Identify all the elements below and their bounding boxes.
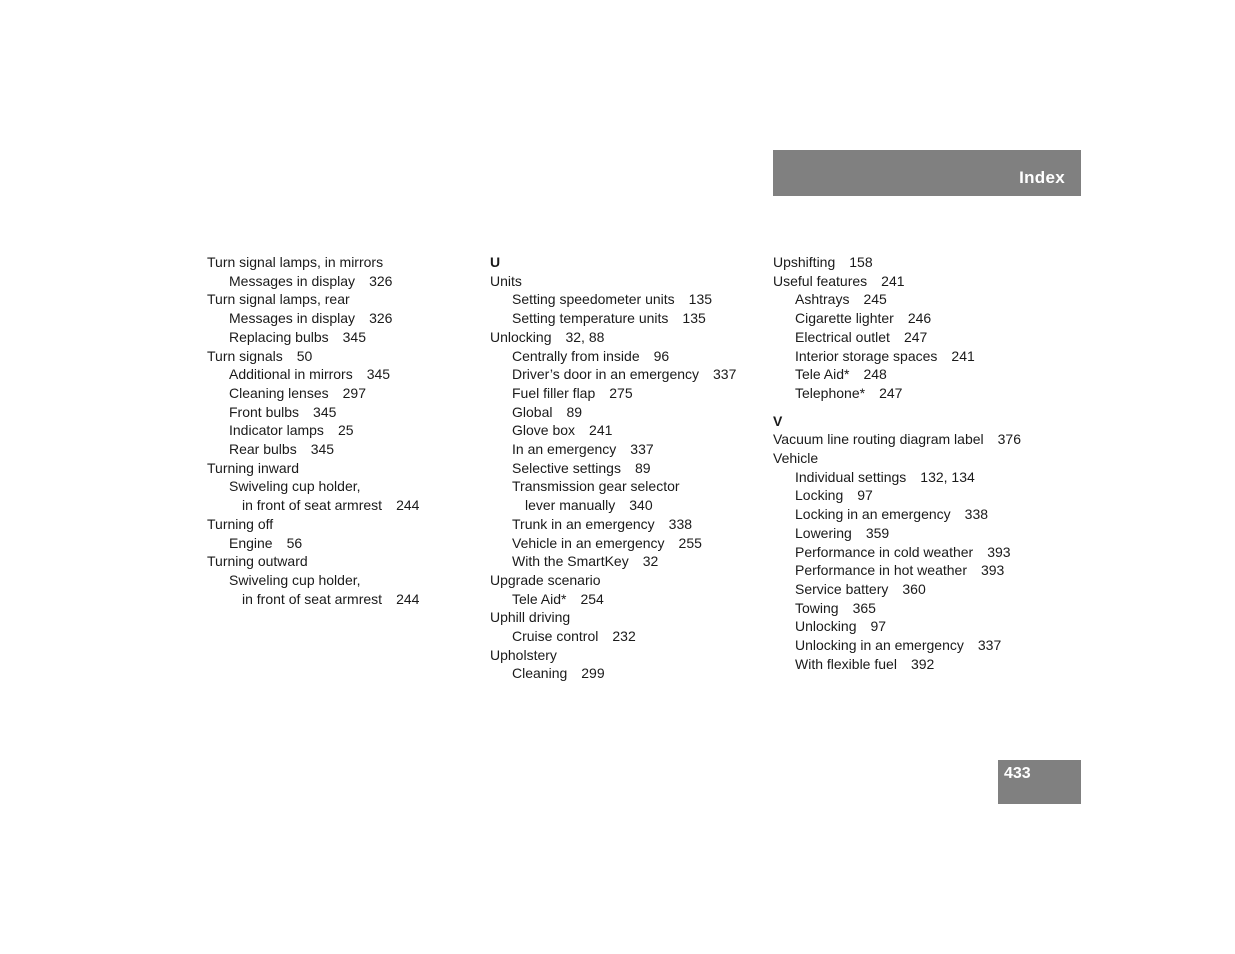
index-term: Swiveling cup holder, [229,478,361,495]
index-entry [773,347,1053,366]
index-term: Rear bulbs [229,441,297,458]
index-entry [490,477,770,496]
index-term: Glove box [512,422,576,439]
index-entry [207,309,487,328]
index-page-ref[interactable]: 338 [668,515,693,532]
index-page-ref[interactable]: 135 [682,310,706,327]
index-page-ref[interactable]: 326 [369,310,393,327]
index-term: Turning outward [207,553,308,570]
index-column-3 [773,253,1053,673]
index-term: Vacuum line routing diagram label [773,431,984,448]
section-gap [773,403,1053,412]
index-entry [773,580,1053,599]
index-entry [490,646,770,665]
index-entry [773,543,1053,562]
index-entry [490,664,770,683]
index-page-ref[interactable]: 297 [342,384,366,401]
index-page-ref[interactable]: 89 [566,403,583,420]
index-page-ref[interactable]: 247 [879,384,903,401]
index-page-ref[interactable]: 345 [366,366,391,383]
index-entry [490,590,770,609]
index-page-ref[interactable]: 245 [863,291,887,308]
index-term: Electrical outlet [795,328,890,345]
index-term: Locking [795,487,844,504]
index-term: Cleaning [512,665,568,682]
index-entry [490,290,770,309]
index-page-ref[interactable]: 135 [688,291,713,308]
index-term: Driver’s door in an emergency [512,366,700,383]
index-entry [207,515,487,534]
index-term: Turn signal lamps, in mirrors [207,254,384,270]
index-entry [490,515,770,534]
index-page-ref[interactable]: 89 [634,459,651,476]
index-entry [490,421,770,440]
index-entry [207,534,487,553]
index-page-ref[interactable]: 337 [713,366,737,383]
index-term: Global [512,403,553,420]
index-term: Transmission gear selector [512,478,680,495]
index-entry [773,384,1053,403]
index-entry [207,496,487,515]
index-page-ref[interactable]: 360 [902,580,926,597]
index-entry [490,552,770,571]
index-entry [773,617,1053,636]
index-column-1 [207,253,487,608]
index-term: Replacing bulbs [229,328,329,345]
index-page-ref[interactable]: 345 [310,441,335,458]
index-page-ref[interactable]: 299 [581,665,605,682]
index-term: Turning off [207,515,274,532]
index-entry [773,561,1053,580]
index-term: Individual settings [795,468,907,485]
index-term: Turn signals [207,347,283,364]
index-term: Indicator lamps [229,422,324,439]
index-page-ref[interactable]: 50 [296,347,313,364]
index-term: Front bulbs [229,403,300,420]
index-page-ref[interactable]: 254 [580,590,604,607]
index-entry [207,328,487,347]
index-term: Vehicle [773,450,819,467]
index-page-ref[interactable]: 232 [612,628,636,645]
index-term: Turn signal lamps, rear [207,291,350,308]
index-entry [773,655,1053,674]
index-entry [207,477,487,496]
index-entry [207,384,487,403]
index-page-ref[interactable]: 345 [342,328,366,345]
index-entry [773,365,1053,384]
index-page-ref[interactable]: 32 [642,553,659,570]
index-term: in front of seat armrest [242,590,383,607]
section-title: Index [1019,168,1065,187]
index-entry [773,309,1053,328]
index-term: lever manually [525,497,616,514]
index-term: Upholstery [490,646,557,663]
index-page-ref[interactable]: 392 [910,655,935,672]
index-entry [490,571,770,590]
index-page-ref[interactable]: 56 [286,534,303,551]
index-entry [490,459,770,478]
index-term: Upshifting [773,254,836,270]
index-entry [490,403,770,422]
index-term: Units [490,272,522,289]
index-entry [490,627,770,646]
index-entry [207,347,487,366]
index-page-ref[interactable]: 32, 88 [565,328,605,345]
index-entry [490,272,770,291]
index-term: With flexible fuel [795,655,897,672]
index-entry [490,534,770,553]
index-entry [773,505,1053,524]
index-page-ref[interactable]: 97 [857,487,873,504]
index-page-ref[interactable]: 248 [863,366,887,383]
index-term: Vehicle in an emergency [512,534,665,551]
index-column-2 [490,253,770,683]
index-term: Turning inward [207,459,300,476]
index-term: in front of seat armrest [242,497,383,514]
index-term: Cruise control [512,628,599,645]
index-term: Centrally from inside [512,347,640,364]
index-entry [207,459,487,478]
index-page-ref[interactable]: 241 [589,422,613,439]
index-entry [490,365,770,384]
index-entry [490,440,770,459]
index-entry [207,552,487,571]
index-entry [207,590,487,609]
index-term: Telephone* [795,384,866,401]
index-entry [773,328,1053,347]
index-page-ref[interactable]: 326 [369,272,393,289]
index-entry [490,608,770,627]
index-page-ref[interactable]: 255 [678,534,702,551]
index-page-ref[interactable]: 241 [881,272,905,289]
index-page-ref[interactable]: 247 [903,328,928,345]
index-term: Tele Aid* [795,366,850,383]
index-entry [773,449,1053,468]
index-term: Interior storage spaces [795,347,938,364]
index-entry [207,253,487,272]
index-page-ref[interactable]: 337 [630,441,654,458]
index-term: Performance in cold weather [795,543,974,560]
index-letter-heading: V [773,412,783,429]
index-page-ref[interactable]: 241 [951,347,975,364]
index-page-ref[interactable]: 345 [313,403,337,420]
index-entry [207,440,487,459]
index-page-ref[interactable]: 376 [997,431,1021,448]
index-entry [773,486,1053,505]
index-term: Setting temperature units [512,310,669,327]
index-entry [207,421,487,440]
index-term: Lowering [795,524,852,541]
index-term: Messages in display [229,272,356,289]
index-entry [207,272,487,291]
page-number: 433 [1004,765,1031,782]
index-page-ref[interactable]: 96 [653,347,670,364]
index-entry [773,290,1053,309]
index-term: In an emergency [512,441,617,458]
index-term: Trunk in an emergency [512,515,655,532]
index-term: Unlocking in an emergency [795,637,964,654]
section-header-bar [773,150,1081,196]
index-term: Cigarette lighter [795,310,894,327]
index-page-ref[interactable]: 393 [987,543,1011,560]
index-term: Swiveling cup holder, [229,571,361,588]
index-page-ref[interactable]: 393 [980,562,1005,579]
index-entry [490,328,770,347]
index-page-ref[interactable]: 337 [977,637,1002,654]
index-term: Setting speedometer units [512,291,675,308]
index-letter-heading: U [490,254,501,270]
index-entry [773,524,1053,543]
index-term: Cleaning lenses [229,384,329,401]
index-entry [773,253,1053,272]
page-number-box [998,760,1081,804]
index-term: Selective settings [512,459,621,476]
index-term: Useful features [773,272,868,289]
index-page-ref[interactable]: 359 [865,524,890,541]
index-page-ref[interactable]: 338 [964,506,989,523]
index-term: Unlocking [795,618,857,635]
index-term: Engine [229,534,273,551]
index-entry [773,599,1053,618]
index-term: Towing [795,599,839,616]
index-page-ref[interactable]: 246 [907,310,932,327]
index-entry [773,272,1053,291]
index-term: Fuel filler flap [512,384,596,401]
index-entry [207,571,487,590]
index-page-ref[interactable]: 97 [870,618,887,635]
index-entry [207,365,487,384]
index-entry [773,468,1053,487]
index-page-ref[interactable]: 275 [609,384,633,401]
index-page-ref[interactable]: 158 [849,254,873,270]
index-page-ref[interactable]: 365 [852,599,876,616]
index-page-ref[interactable]: 244 [396,590,420,607]
index-page-ref[interactable]: 132, 134 [920,468,975,485]
index-term: Service battery [795,580,889,597]
index-term: Uphill driving [490,609,571,626]
index-term: Locking in an emergency [795,506,951,523]
index-term: Tele Aid* [512,590,567,607]
index-page-ref[interactable]: 340 [629,497,653,514]
index-entry [490,309,770,328]
index-page-ref[interactable]: 244 [396,497,420,514]
index-term: Performance in hot weather [795,562,967,579]
index-term: Messages in display [229,310,356,327]
index-term: Upgrade scenario [490,571,601,588]
index-entry [207,403,487,422]
index-term: With the SmartKey [512,553,629,570]
index-entry [207,290,487,309]
index-entry [773,636,1053,655]
index-term: Unlocking [490,328,552,345]
index-page-ref[interactable]: 25 [337,422,354,439]
index-term: Additional in mirrors [229,366,353,383]
index-entry [490,347,770,366]
index-entry [490,384,770,403]
index-term: Ashtrays [795,291,850,308]
index-entry [490,496,770,515]
index-entry [773,430,1053,449]
